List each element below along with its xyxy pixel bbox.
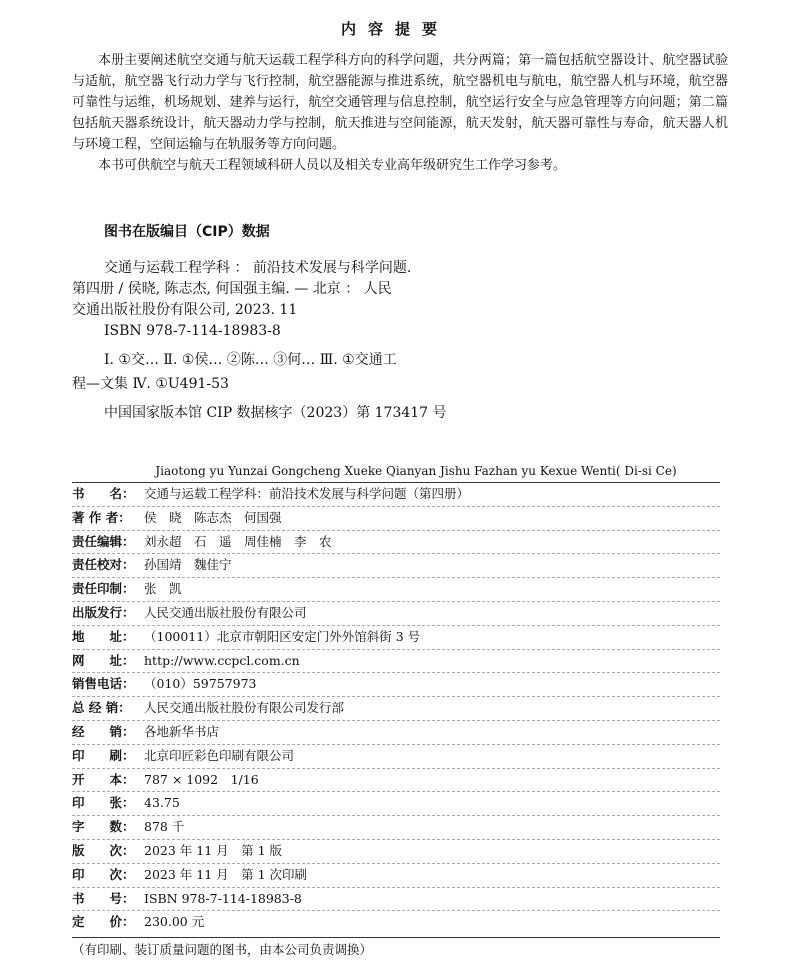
row-value: （010）59757973	[144, 676, 257, 692]
colophon-row	[72, 721, 720, 745]
quality-note: （有印刷、装订质量问题的图书，由本公司负责调换）	[72, 942, 373, 958]
colophon	[72, 460, 720, 960]
row-label: 地 址：	[72, 628, 135, 644]
row-value: 张 凯	[144, 581, 182, 597]
colophon-row	[72, 507, 720, 531]
cip-number: 中国国家版本馆 CIP 数据核字（2023）第 173417 号	[104, 405, 447, 421]
row-label: 书 号：	[72, 890, 135, 906]
row-label: 印 张：	[72, 795, 135, 811]
summary-text	[72, 50, 728, 176]
row-label: 总 经 销：	[72, 700, 131, 716]
colophon-rows	[72, 483, 720, 938]
row-value: 878 千	[144, 819, 185, 835]
row-label: 印 次：	[72, 866, 135, 882]
colophon-row	[72, 745, 720, 769]
row-label: 出版发行：	[72, 604, 135, 620]
row-label: 印 刷：	[72, 747, 135, 763]
cip-entry	[72, 258, 462, 342]
row-value: 北京印匠彩色印刷有限公司	[144, 747, 295, 763]
colophon-row	[72, 626, 720, 650]
row-label: 定 价：	[72, 914, 135, 930]
row-value: 2023 年 11 月 第 1 次印刷	[144, 866, 308, 882]
row-value: （100011）北京市朝阳区安定门外外馆斜街 3 号	[144, 628, 421, 644]
row-label: 著 作 者：	[72, 509, 131, 525]
row-value: 交通与运载工程学科：前沿技术发展与科学问题（第四册）	[144, 486, 470, 501]
cip-entry-line: ISBN 978-7-114-18983-8	[104, 323, 281, 339]
row-label: 字 数：	[72, 819, 135, 835]
row-value: 43.75	[144, 795, 180, 811]
row-label: 经 销：	[72, 723, 135, 739]
colophon-row	[72, 792, 720, 816]
row-label: 版 次：	[72, 842, 135, 858]
row-label: 书 名：	[72, 486, 135, 501]
row-label: 责任印制：	[72, 581, 135, 597]
colophon-row	[72, 697, 720, 721]
row-value: 230.00 元	[144, 914, 205, 930]
row-value: 侯 晓 陈志杰 何国强	[144, 509, 282, 525]
colophon-row	[72, 911, 720, 934]
cip-entry-line: 交通与运载工程学科 ： 前沿技术发展与科学问题.	[104, 260, 412, 276]
row-label: 销售电话：	[72, 676, 135, 692]
colophon-row	[72, 673, 720, 697]
row-value: 2023 年 11 月 第 1 版	[144, 842, 283, 858]
cip-heading: 图书在版编目（CIP）数据	[104, 224, 270, 240]
row-value: 人民交通出版社股份有限公司发行部	[144, 700, 345, 716]
colophon-row	[72, 602, 720, 626]
cip-entry-line: 交通出版社股份有限公司, 2023. 11	[72, 302, 298, 318]
colophon-row	[72, 554, 720, 578]
cip-entry-line: 第四册 / 侯晓, 陈志杰, 何国强主编. — 北京 ： 人民	[72, 281, 392, 297]
row-label: 责任编辑：	[72, 533, 135, 549]
colophon-row	[72, 864, 720, 888]
colophon-row	[72, 650, 720, 674]
cip-index-line: Ⅰ. ①交… Ⅱ. ①侯… ②陈… ③何… Ⅲ. ①交通工	[104, 352, 397, 368]
row-value: 刘永超 石 遥 周佳楠 李 农	[144, 533, 332, 549]
colophon-row	[72, 888, 720, 912]
row-value: ISBN 978-7-114-18983-8	[144, 890, 302, 906]
row-value: http://www.ccpcl.com.cn	[144, 652, 300, 668]
colophon-row	[72, 578, 720, 602]
row-value: 人民交通出版社股份有限公司	[144, 604, 307, 620]
colophon-row	[72, 816, 720, 840]
row-label: 网 址：	[72, 652, 135, 668]
colophon-row	[72, 769, 720, 793]
row-value: 各地新华书店	[144, 723, 220, 739]
row-label: 开 本：	[72, 771, 135, 787]
row-value: 787 × 1092 1/16	[144, 771, 259, 787]
pinyin-title: Jiaotong yu Yunzai Gongcheng Xueke Qianyan Jishu Fazhan yu Kexue Wenti( Di-si Ce)	[72, 460, 720, 483]
row-label: 责任校对：	[72, 557, 135, 573]
cip-index	[72, 348, 462, 396]
summary-paragraph: 本册主要阐述航空交通与航天运载工程学科方向的科学问题，共分两篇；第一篇包括航空器设计、航空器试验与适航，航空器飞行动力学与飞行控制，航空器能源与推进系统，航空器机电与航电，航空器人机与环境，航空器可靠性与运维，机场规划、建养与运行，航空交通管理与信息控制，航空运行安全与应急管理等方向问题；第二篇包括航天器系统设计，航天器动力学与控制，航天推进与空间能源，航天发射，航天器可靠性与寿命，航天器人机与环境工程，空间运输与在轨服务等方向问题。	[72, 53, 728, 152]
row-value: 孙国靖 魏佳宁	[144, 557, 232, 573]
cip-index-line: 程—文集 Ⅳ. ①U491-53	[72, 376, 229, 392]
colophon-row	[72, 840, 720, 864]
colophon-row	[72, 483, 720, 507]
summary-title: 内容提要	[340, 20, 449, 38]
colophon-row	[72, 531, 720, 555]
summary-paragraph: 本书可供航空与航天工程领域科研人员以及相关专业高年级研究生工作学习参考。	[98, 158, 567, 173]
